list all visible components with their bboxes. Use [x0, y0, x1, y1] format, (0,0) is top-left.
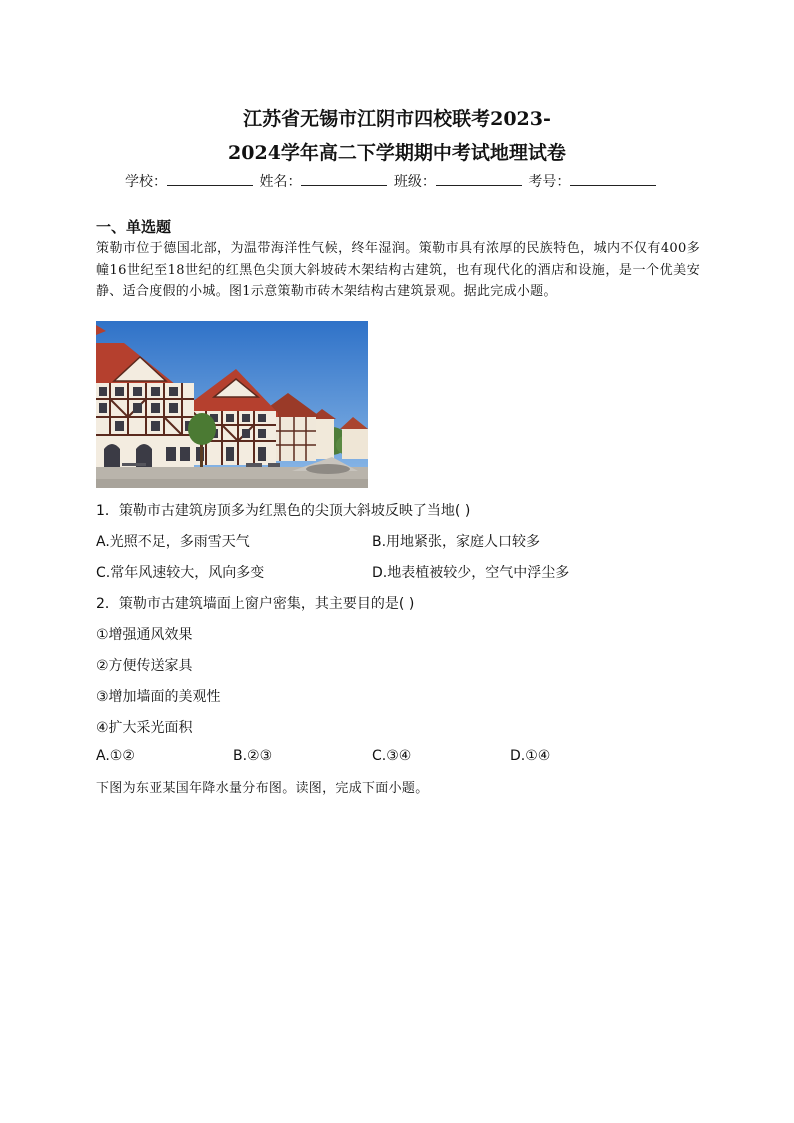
q2-option-c: C.③④ [372, 748, 412, 764]
school-label: 学校： [125, 174, 167, 190]
q1-option-c: C.常年风速较大，风向多变 [96, 565, 265, 581]
q2-statement-3: ③增加墙面的美观性 [96, 689, 221, 705]
exam-no-blank [570, 172, 656, 186]
exam-title-line1: 江苏省无锡市江阴市四校联考2023- [243, 108, 551, 130]
name-label: 姓名： [259, 174, 302, 190]
q1-option-d: D.地表植被较少，空气中浮尘多 [372, 565, 570, 581]
q2-option-b: B.②③ [233, 748, 273, 764]
q2-option-d: D.①④ [510, 748, 551, 764]
question-2-stem: 2．策勒市古建筑墙面上窗户密集，其主要目的是( ) [96, 596, 415, 612]
timber-frame-buildings-photo [96, 321, 368, 488]
class-blank [436, 172, 522, 186]
reading-passage-1: 策勒市位于德国北部，为温带海洋性气候，终年湿润。策勒市具有浓厚的民族特色，城内不仅有400多幢16世纪至18世纪的红黑色尖顶大斜坡砖木架结构古建筑，也有现代化的酒店和设施，是一个优美安静、适合度假的小城。图1示意策勒市砖木架结构古建筑景观。据此完成小题。 [96, 241, 700, 299]
q1-option-b: B.用地紧张，家庭人口较多 [372, 534, 541, 550]
section-heading: 一、单选题 [96, 218, 172, 236]
q2-statement-4: ④扩大采光面积 [96, 720, 193, 736]
q2-statement-2: ②方便传送家具 [96, 658, 193, 674]
student-info-row [125, 171, 658, 191]
q2-option-a: A.①② [96, 748, 135, 764]
name-blank [301, 172, 387, 186]
question-1-stem: 1．策勒市古建筑房顶多为红黑色的尖顶大斜坡反映了当地( ) [96, 503, 471, 519]
q1-option-a: A.光照不足，多雨雪天气 [96, 534, 250, 550]
class-label: 班级： [393, 174, 436, 190]
q2-statement-1: ①增强通风效果 [96, 627, 193, 643]
school-blank [167, 172, 253, 186]
exam-title-line2: 2024学年高二下学期期中考试地理试卷 [228, 142, 566, 164]
reading-passage-2: 下图为东亚某国年降水量分布图。读图，完成下面小题。 [96, 781, 429, 796]
exam-no-label: 考号： [528, 174, 571, 190]
